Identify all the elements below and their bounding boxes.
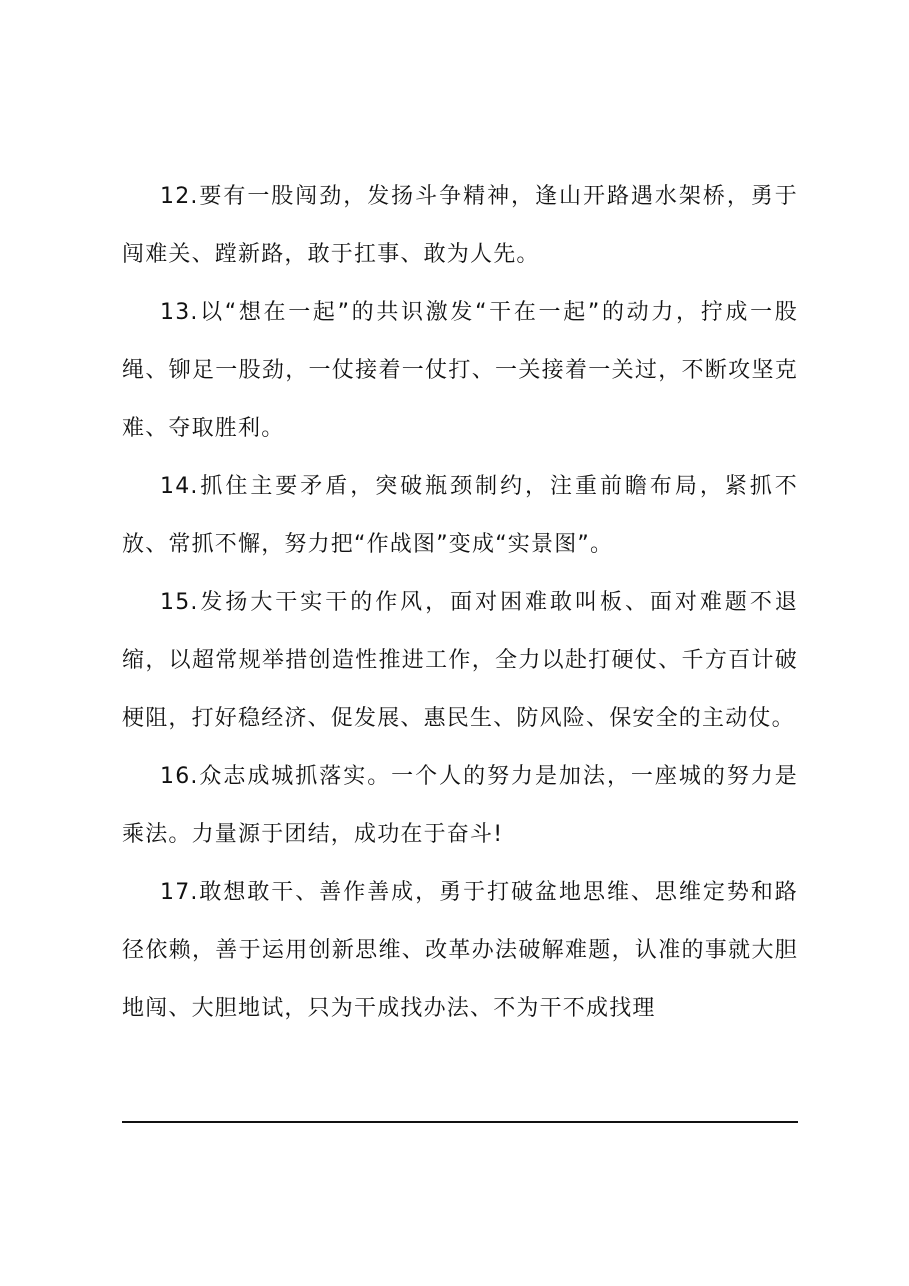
paragraph-15: 15.发扬大干实干的作风，面对困难敢叫板、面对难题不退缩，以超常规举措创造性推进工作，全力以赴打硬仗、千方百计破梗阻，打好稳经济、促发展、惠民生、防风险、保安全的主动仗。 xyxy=(122,590,798,731)
paragraph-17: 17.敢想敢干、善作善成，勇于打破盆地思维、思维定势和路径依赖，善于运用创新思维、改革办法破解难题，认准的事就大胆地闯、大胆地试，只为干成找办法、不为干不成找理 xyxy=(122,880,798,1021)
document-body xyxy=(122,168,798,1038)
paragraph-16: 16.众志成城抓落实。一个人的努力是加法，一座城的努力是乘法。力量源于团结，成功在于奋斗! xyxy=(122,764,798,847)
paragraph-12: 12.要有一股闯劲，发扬斗争精神，逢山开路遇水架桥，勇于闯难关、蹚新路，敢于扛事、敢为人先。 xyxy=(122,184,798,267)
paragraph-13: 13.以“想在一起”的共识激发“干在一起”的动力，拧成一股绳、铆足一股劲，一仗接着一仗打、一关接着一关过，不断攻坚克难、夺取胜利。 xyxy=(122,300,798,441)
bottom-rule-divider xyxy=(122,1121,798,1123)
paragraph-14: 14.抓住主要矛盾，突破瓶颈制约，注重前瞻布局，紧抓不放、常抓不懈，努力把“作战图”变成“实景图”。 xyxy=(122,474,798,557)
